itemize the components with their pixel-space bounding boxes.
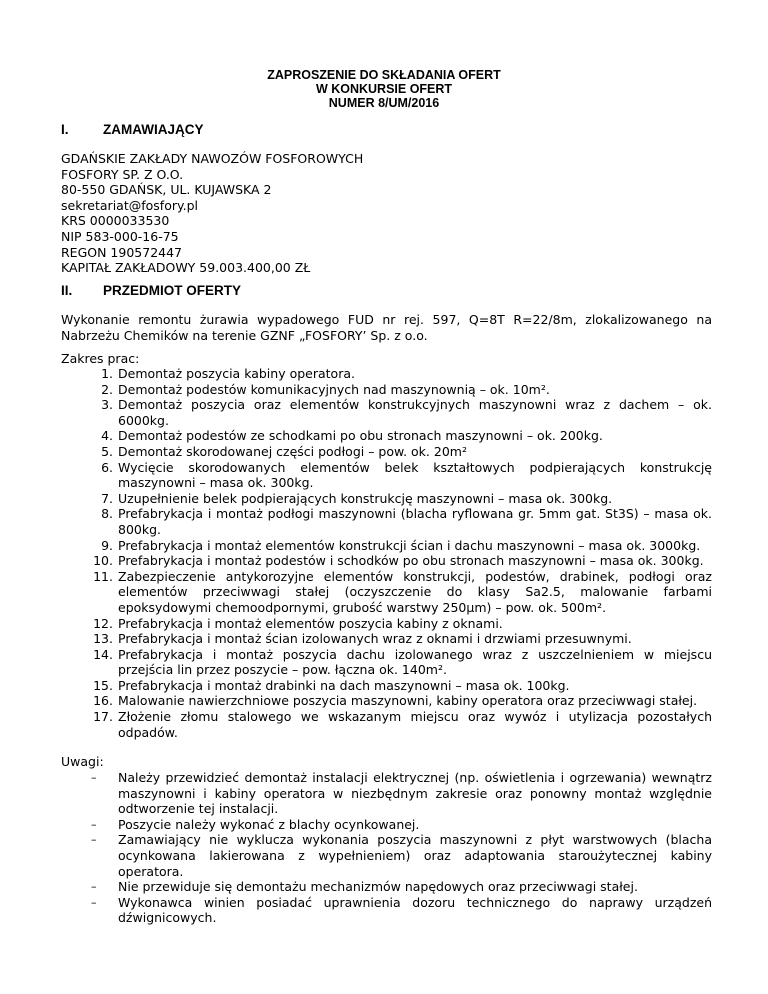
address-line: FOSFORY SP. Z O.O. (61, 166, 184, 182)
notes-label: Uwagi: (61, 754, 104, 769)
list-item: – Należy przewidzieć demontaż instalacji elektrycznej (np. oświetlenia i ogrzewania) wewnątrz maszynowni i kabiny operatora w niezbędnym zakresie oraz ponowny montaż względnie odtworzenie tej instalacji. (91, 770, 712, 817)
dash-bullet-icon: – (91, 771, 97, 784)
dash-bullet-icon: – (91, 833, 97, 847)
title-line-3: NUMER 8/UM/2016 (328, 96, 440, 110)
list-item: 4. Demontaż podestów ze schodkami po obu stronach maszynowni – ok. 200kg. (101, 428, 603, 444)
list-item: 2. Demontaż podestów komunikacyjnych nad maszynownią – ok. 10m². (101, 381, 550, 397)
list-item: 6. Wycięcie skorodowanych elementów belek kształtowych podpierających konstrukcję maszynowni – masa ok. 300kg. (101, 459, 712, 491)
dash-bullet-icon: – (91, 895, 97, 909)
list-item: 12. Prefabrykacja i montaż elementów poszycia kabiny z oknami. (93, 615, 503, 631)
notes-list (61, 770, 712, 926)
list-item: 15. Prefabrykacja i montaż drabinki na dach maszynowni – masa ok. 100kg. (93, 677, 570, 693)
list-item: 5. Demontaż skorodowanej części podłogi – pow. ok. 20m² (101, 443, 467, 459)
list-item: 17. Złożenie złomu stalowego we wskazanym miejscu oraz wywóz i utylizacja pozostałych odpadów. (93, 709, 712, 740)
address-line: 80-550 GDAŃSK, UL. KUJAWSKA 2 (61, 182, 272, 198)
title-line-1: ZAPROSZENIE DO SKŁADANIA OFERT (267, 68, 501, 82)
address-line: sekretariat@fosfory.pl (61, 197, 198, 213)
list-item: 11. Zabezpieczenie antykorozyjne elementów konstrukcji, podestów, drabinek, podłogi oraz elementów przeciwwagi stałej (oczyszczenie do klasy Sa2.5, malowanie farbami epoksydowymi chemoodpornymi, grubość warstwy 250μm) – pow. ok. 500m². (93, 568, 712, 615)
ordering-party-address (61, 151, 711, 276)
dash-bullet-icon: – (91, 880, 97, 894)
section-1-title: ZAMAWIAJĄCY (103, 122, 204, 137)
offer-subject-intro: Wykonanie remontu żurawia wypadowego FUD nr rej. 597, Q=8T R=22/8m, zlokalizowanego na Nabrzeżu Chemików na terenie GZNF „FOSFORY’ Sp. z o.o. (61, 312, 712, 343)
section-2-title: PRZEDMIOT OFERTY (103, 283, 241, 298)
list-item: 8. Prefabrykacja i montaż podłogi maszynowni (blacha ryflowana gr. 5mm gat. St3S) – masa ok. 800kg. (101, 506, 712, 537)
list-item: – Wykonawca winien posiadać uprawnienia dozoru technicznego do naprawy urządzeń dźwignicowych. (91, 894, 712, 926)
section-2-number: II. (61, 283, 73, 298)
list-item: 9. Prefabrykacja i montaż elementów konstrukcji ścian i dachu maszynowni – masa ok. 3000kg. (101, 537, 701, 553)
scope-label: Zakres prac: (61, 351, 140, 366)
section-1-heading (61, 122, 204, 138)
list-item: 3. Demontaż poszycia oraz elementów konstrukcyjnych maszynowni wraz z dachem – ok. 6000kg. (101, 397, 712, 428)
works-list (61, 366, 712, 740)
list-item: – Nie przewiduje się demontażu mechanizmów napędowych oraz przeciwwagi stałej. (91, 879, 638, 895)
list-item: 16. Malowanie nawierzchniowe poszycia maszynowni, kabiny operatora oraz przeciwwagi stałej. (93, 693, 698, 709)
address-line: NIP 583-000-16-75 (61, 228, 179, 244)
list-item: 13. Prefabrykacja i montaż ścian izolowanych wraz z oknami i drzwiami przesuwnymi. (93, 631, 632, 647)
list-item: 1. Demontaż poszycia kabiny operatora. (101, 366, 355, 381)
section-2-heading (61, 283, 241, 299)
list-item: 14. Prefabrykacja i montaż poszycia dachu izolowanego wraz z uszczelnieniem w miejscu przejścia lin przez poszycie – pow. łączna ok. 140m². (93, 646, 712, 678)
list-item: – Zamawiający nie wyklucza wykonania poszycia maszynowni z płyt warstwowych (blacha ocynkowana lakierowana z wypełnieniem) oraz adaptowania staroużytecznej kabiny operatora. (91, 832, 712, 879)
address-line: REGON 190572447 (61, 244, 183, 260)
list-item: 7. Uzupełnienie belek podpierających konstrukcję maszynowni – masa ok. 300kg. (101, 490, 613, 506)
list-item: – Poszycie należy wykonać z blachy ocynkowanej. (91, 816, 420, 832)
list-item: 10. Prefabrykacja i montaż podestów i schodków po obu stronach maszynowni – masa ok. 300kg. (93, 553, 704, 569)
document-title (0, 68, 768, 110)
address-line: KRS 0000033530 (61, 213, 170, 229)
section-1-number: I. (61, 122, 69, 137)
address-line: GDAŃSKIE ZAKŁADY NAWOZÓW FOSFOROWYCH (61, 151, 364, 166)
address-line: KAPITAŁ ZAKŁADOWY 59.003.400,00 ZŁ (61, 260, 311, 276)
title-line-2: W KONKURSIE OFERT (315, 82, 453, 96)
dash-bullet-icon: – (91, 817, 97, 831)
